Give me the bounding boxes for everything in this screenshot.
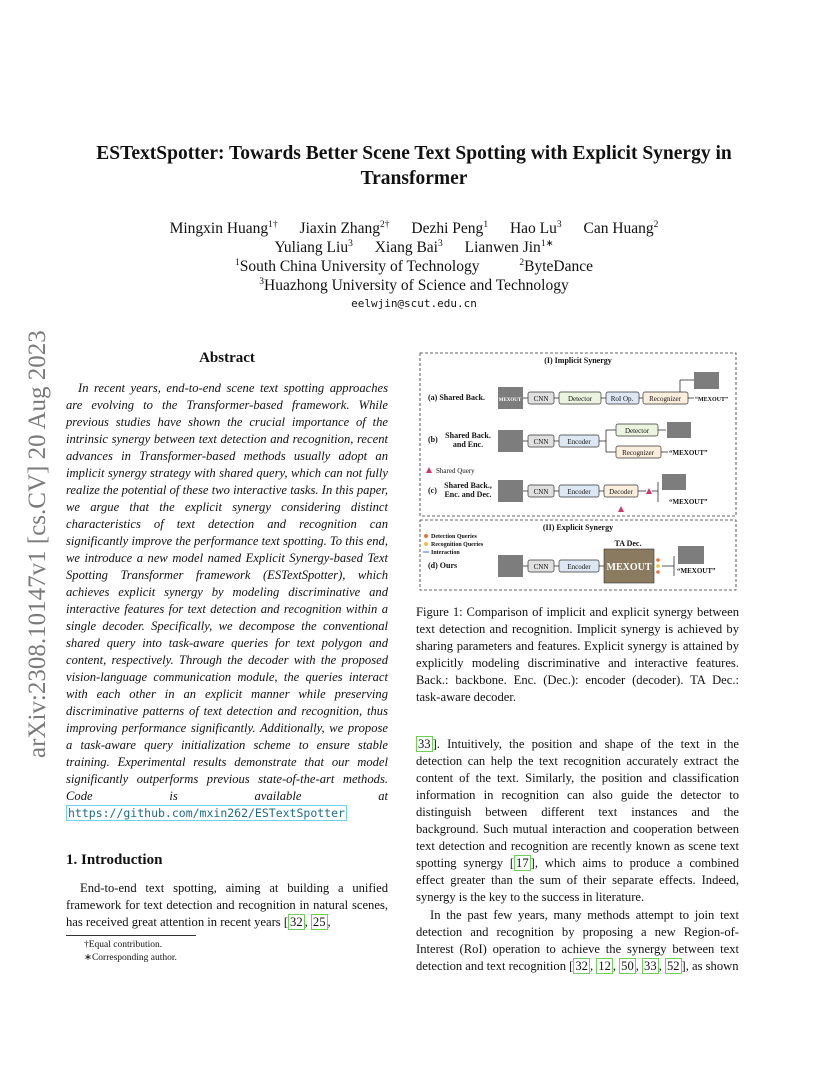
- recognition-queries-marker: [424, 542, 428, 546]
- cnn-label-a: CNN: [533, 395, 549, 403]
- author: Dezhi Peng$^1$: [411, 220, 489, 237]
- citation-link[interactable]: 50: [621, 959, 634, 973]
- citation-link[interactable]: 32: [575, 959, 588, 973]
- affiliation: $^1$South China University of Technology: [235, 258, 480, 275]
- affiliation-line-2: [60, 276, 768, 295]
- input-image-c: [498, 480, 523, 502]
- input-image-b: [498, 430, 523, 452]
- output-word-b: “MEXOUT”: [669, 449, 708, 457]
- row-b-prefix: (b): [428, 435, 438, 444]
- implicit-synergy-title: (I) Implicit Synergy: [544, 356, 612, 365]
- intro-heading: 1. Introduction: [66, 852, 163, 868]
- author-line-2: [60, 238, 768, 257]
- citation-link[interactable]: 32: [290, 915, 303, 929]
- affiliation-line-1: [60, 257, 768, 276]
- author: Jiaxin Zhang$^{2\dagger}$: [299, 220, 390, 237]
- abstract-body: [66, 380, 388, 822]
- row-a-label: (a) Shared Back.: [428, 393, 485, 402]
- author-line-1: [60, 219, 768, 238]
- author: Yuliang Liu$^3$: [274, 239, 353, 256]
- output-crop-c: [662, 474, 686, 490]
- author: Mingxin Huang$^{1\dagger}$: [169, 220, 278, 237]
- row-b-label-1: Shared Back.: [445, 431, 491, 440]
- footnote-rule: [66, 935, 196, 936]
- figure-1-diagram: [418, 350, 740, 594]
- cnn-label-b: CNN: [533, 438, 549, 446]
- arxiv-stamp: [14, 280, 54, 760]
- output-crop-d: [678, 546, 704, 564]
- abstract-heading: Abstract: [199, 350, 255, 366]
- title-line-2: Transformer: [360, 168, 468, 189]
- detector-label-a: Detector: [567, 395, 593, 403]
- shared-query-marker: [426, 467, 432, 473]
- cnn-label-d: CNN: [533, 563, 549, 571]
- citation-link[interactable]: 25: [312, 915, 326, 929]
- affiliation: $^3$Huazhong University of Science and Technology: [259, 277, 569, 294]
- legend-recognition-queries: Recognition Queries: [431, 542, 484, 548]
- citation-link[interactable]: 17: [516, 856, 529, 870]
- output-crop-a: [694, 372, 719, 389]
- citation-link[interactable]: 33: [644, 959, 657, 973]
- author-email[interactable]: eelwjin@scut.edu.cn: [351, 297, 477, 310]
- paper-title: [60, 141, 768, 191]
- ta-decoder-crop-text: MEXOUT: [606, 562, 652, 573]
- shared-query-label: Shared Query: [436, 467, 475, 475]
- cnn-label-c: CNN: [533, 488, 549, 496]
- author: Lianwen Jin$^{1∗}$: [464, 239, 554, 256]
- shared-query-input-c: [618, 506, 624, 512]
- intro-body: End-to-end text spotting, aiming at building a unified framework for text detection and recognition in natural scenes, has received great attention in recent years [ 32 , 25 ,: [66, 881, 388, 929]
- right-column-body: [416, 736, 739, 975]
- citation-link[interactable]: 52: [666, 959, 680, 973]
- author: Hao Lu$^3$: [509, 220, 562, 237]
- output-word-d: “MEXOUT”: [677, 567, 716, 575]
- shared-query-output-c: [646, 488, 652, 494]
- author: Can Huang$^2$: [583, 220, 659, 237]
- recognizer-label-a: Recognizer: [649, 395, 681, 403]
- explicit-synergy-title: (II) Explicit Synergy: [542, 523, 614, 532]
- arxiv-stamp-text: arXiv:2308.10147v1 [cs.CV] 20 Aug 2023: [24, 330, 51, 758]
- input-image-d: [498, 555, 523, 577]
- row-d-label: (d) Ours: [428, 561, 458, 570]
- encoder-label-c: Encoder: [567, 488, 591, 496]
- row-c-prefix: (c): [428, 486, 437, 495]
- figure-caption: Figure 1: Comparison of implicit and explicit synergy between text detection and recognition. Implicit synergy is achieved by sharing parameters and features. Explicit synergy is attained by explicitly modeling discriminative and interactive features. Back.: backbone. Enc. (Dec.): encoder (decoder). TA Dec.: task-aware decoder.: [416, 605, 739, 704]
- ta-dec-label: TA Dec.: [614, 539, 642, 548]
- encoder-label-b: Encoder: [567, 438, 591, 446]
- roi-label-a: RoI Op.: [610, 395, 634, 403]
- citation-link[interactable]: 12: [598, 959, 611, 973]
- row-c-label-2: Enc. and Dec.: [444, 490, 492, 499]
- intro-text: End-to-end text spotting, aiming at building a unified framework for text detection and recognition in natural scenes, has received great attention in recent years: [66, 881, 388, 929]
- output-crop-b: [667, 422, 691, 438]
- code-link[interactable]: https://github.com/mxin262/ESTextSpotter: [68, 806, 345, 820]
- citation-link[interactable]: 33: [418, 737, 431, 751]
- abstract-text: In recent years, end-to-end scene text spotting approaches are evolving to the Transformer-based framework. While previous studies have shown the crucial importance of the intrinsic synergy between text detection and recognition, recent advances in Transformer-based methods usually adopt an implicit synergy strategy with shared query, which can not fully realize the potential of these two interactive tasks. In this paper, we argue that the explicit synergy considering distinct characteristics of text detection and recognition can significantly improve the performance text spotting. To this end, we introduce a new model named Explicit Synergy-based Text Spotting Transformer framework (ESTextSpotter), which achieves explicit synergy by modeling discriminative and interactive features for text detection and recognition within a single decoder. Specifically, we decompose the conventional shared query into task-aware queries for text polygon and content, respectively. Through the decoder with the proposed vision-language communication module, the queries interact with each other in an explicit manner while preserving discriminative patterns of text detection and recognition, thus improving performance significantly. Additionally, we propose a task-aware query initialization scheme to ensure stable training. Experimental results demonstrate that our model significantly outperforms previous state-of-the-art methods. Code is available at: [66, 381, 388, 803]
- footnote-equal-contribution: †Equal contribution.: [84, 940, 163, 950]
- footnote-corresponding: ∗Corresponding author.: [84, 953, 177, 963]
- row-b-label-2: and Enc.: [452, 440, 484, 449]
- input-image-a-text: MEXOUT: [498, 398, 522, 403]
- paragraph: In the past few years, many methods attempt to join text detection and recognition by proposing a new Region-of-Interest (RoI) operation to achieve the synergy between text detection and text recognition [ 32 , 12 , 50 , 33 , 52 ], as shown: [416, 908, 739, 973]
- detector-label-b: Detector: [624, 427, 650, 435]
- encoder-label-d: Encoder: [567, 563, 591, 571]
- output-word-c: “MEXOUT”: [669, 498, 708, 506]
- affiliation: $^2$ByteDance: [519, 258, 593, 275]
- output-word-a: “MEXOUT”: [695, 397, 728, 403]
- recognizer-label-b: Recognizer: [622, 449, 654, 457]
- row-c-label-1: Shared Back.,: [444, 481, 492, 490]
- paragraph: 33 ]. Intuitively, the position and shape of the text in the detection can help the text recognition accurately extract the content of the text. Similarly, the position and classification information in recognition can also guide the detector to distinguish between different text instances and the background. Such mutual interaction and cooperation between text detection and recognition are recently known as scene text spotting synergy [ 17 ], which aims to produce a combined effect greater than the sum of their separate effects. Indeed, synergy is the key to the success in literature.: [416, 737, 739, 904]
- detection-queries-marker: [424, 534, 428, 538]
- legend-interaction: Interaction: [431, 550, 460, 556]
- author: Xiang Bai$^3$: [374, 239, 443, 256]
- title-line-1: ESTextSpotter: Towards Better Scene Text Spotting with Explicit Synergy in: [96, 143, 732, 164]
- decoder-label-c: Decoder: [609, 488, 633, 496]
- legend-detection-queries: Detection Queries: [431, 534, 477, 540]
